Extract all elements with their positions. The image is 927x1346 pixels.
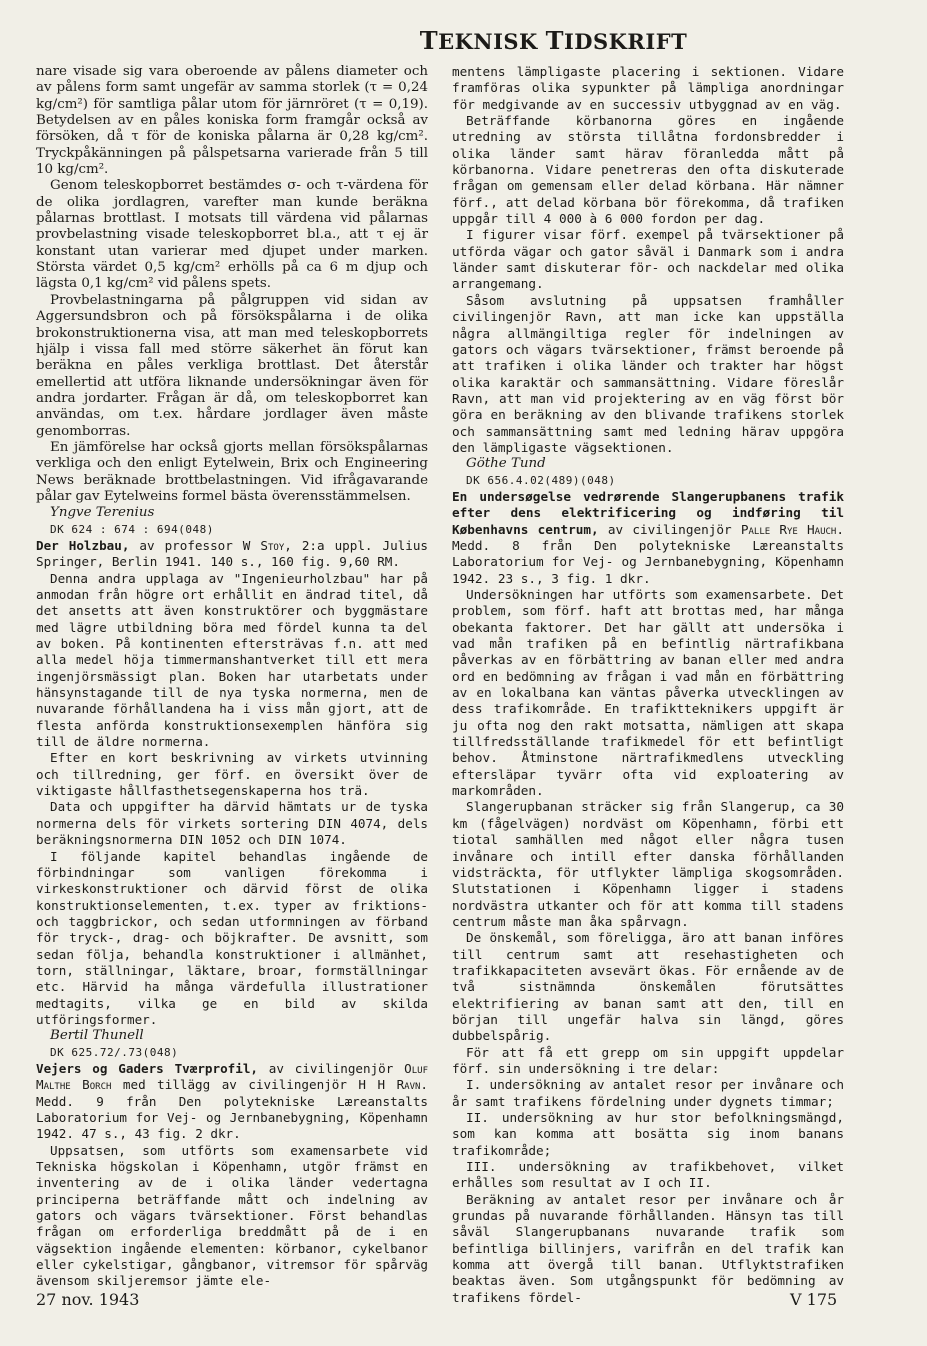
- paragraph: mentens lämpligaste placering i sektionen. Vidare framföras olika sypunkter på lämpliga anordningar för medgivande av en successiv utbyggnad av en väg.: [452, 64, 844, 112]
- book-reference: med tillägg av civilingenjör H H: [111, 1077, 397, 1093]
- book-reference: , 2:a uppl. Julius Springer, Berlin 1941. 140 s., 160 fig. 9,60 RM.: [36, 537, 428, 570]
- paragraph: Slangerupbanan sträcker sig från Slangerup, ca 30 km (fågelvägen) nordväst om Köpenhamn, förbi ett tiotal samhällen med något eller några tusen invånare och intill efter danska förhållanden vidsträckta, för utflykter lämpliga skogsområden. Slutstationen i Köpenhamn ligger i stadens nordvästra utkanter och för att komma till stadens centrum måste man åka spårvagn.: [452, 799, 844, 929]
- paragraph: Genom teleskopborret bestämdes σ- och τ-värdena för de olika jordlagren, varefter man kunde beräkna pålarnas brottlast. I motsats till värdena vid pålarnas provbelastning visade teleskopborret bl.a., att τ ej är konstant utan varierar med djupet under marken. Största värdet 0,5 kg/cm² erhölls på ca 6 m djup och lägsta 0,1 kg/cm² vid pålens spets.: [36, 178, 428, 292]
- list-item: I. undersökning av antalet resor per invånare och år samt trafikens fördelning under dygnets timmar;: [452, 1077, 844, 1109]
- paragraph: Provbelastningarna på pålgruppen vid sidan av Aggersundsbron och på försökspålarna i de olika brokonstruktionerna visa, att man med teleskopborrets hjälp i vissa fall med större säkerhet än förut kan beräkna en påles verkliga brottlast. Det återstår emellertid att utföra liknande undersökningar även för andra jordarter. Frågan är då, om teleskopborret kan användas, om t.ex. hårdare jordlager även måste genomborras.: [36, 292, 428, 439]
- paragraph: Beträffande körbanorna göres en ingående utredning av största tillåtna fordonsbredder i olika länder samt härav föranledda mått på körbanorna. Vidare penetreras den ofta diskuterade frågan om gemensam eller delad körbana. Här nämner förf., att delad körbana bör förekomma, då trafiken uppgår till 4 000 à 6 000 fordon per dag.: [452, 113, 844, 227]
- review-slangerup: [452, 489, 844, 1306]
- paragraph: För att få ett grepp om sin uppgift uppdelar förf. sin undersökning i tre delar:: [452, 1044, 844, 1076]
- paragraph: Efter en kort beskrivning av virkets utvinning och tillredning, ger förf. en översikt över de viktigaste hållfasthetsegenskaperna hos trä.: [36, 750, 428, 799]
- paragraph: I figurer visar förf. exempel på tvärsektioner på utförda vägar och gator såväl i Danmark som i andra länder samt diskuterar för- och nackdelar med olika arrangemang.: [452, 227, 844, 292]
- dk-classification: DK 625.72/.73(048): [50, 1045, 179, 1059]
- dk-classification: DK 656.4.02(489)(048): [466, 473, 616, 487]
- list-item: III. undersökning av trafikbehovet, vilket erhålles som resultat av I och II.: [452, 1159, 844, 1191]
- masthead-initial: T: [419, 26, 439, 55]
- book-title: Der Holzbau,: [36, 537, 130, 553]
- review-vejers: [36, 1061, 428, 1290]
- book-reference: . Medd. 9 från Den polytekniske Læreanstalts Laboratorium for Vej- og Jernbanebygning, Köpenhamn 1942. 47 s., 43 fig. 2 dkr.: [36, 1077, 428, 1142]
- paragraph: En jämförelse har också gjorts mellan försökspålarnas verkliga och den enligt Eytelwein, Brix och Engineering News beräknade brottbelastningen. Vid ifrågavarande pålar gav Eytelweins formel bästa överensstämmelsen.: [36, 439, 428, 504]
- reviewer-signature: Göthe Tund: [466, 456, 546, 472]
- book-reference: . Medd. 8 från Den polytekniske Læreanstalts Laboratorium for Vej- og Jernbanebygning, Köpenhamn 1942. 23 s., 3 fig. 1 dkr.: [452, 521, 844, 586]
- book-author: Oluf Malthe Borch: [36, 1060, 428, 1093]
- masthead: [0, 26, 927, 55]
- list-item: II. undersökning av hur stor befolkningsmängd, som kan komma att bosätta sig inom banans trafikområde;: [452, 1110, 844, 1158]
- issue-date: 27 nov. 1943: [36, 1290, 140, 1309]
- right-column: [452, 64, 844, 1306]
- book-reference: av civilingenjör: [598, 521, 741, 537]
- dk-classification: DK 624 : 674 : 694(048): [50, 522, 214, 536]
- reviewer-signature: Yngve Terenius: [50, 505, 155, 521]
- masthead-initial: T: [545, 26, 564, 55]
- paragraph: Beräkning av antalet resor per invånare och år grundas på nuvarande förhållanden. Hänsyn tas till såväl Slangerupbanans nuvarande trafik som befintliga billinjers, varifrån en del trafik kan komma att övergå till banan. Utflyktstrafiken beaktas även. Som utgångspunkt för bedömning av trafikens fördel-: [452, 1191, 844, 1305]
- review-holzbau: [36, 538, 428, 1028]
- book-title: Vejers og Gaders Tværprofil,: [36, 1060, 258, 1076]
- paragraph: nare visade sig vara oberoende av pålens diameter och av pålens form samt ungefär av samma storlek (τ = 0,24 kg/cm²) för samtliga pålar utom för järnröret (τ = 0,19). Betydelsen av en påles koniska form framgår också av försöken, då τ för de koniska pålarna är 0,28 kg/cm². Tryckpåkänningen på pålspetsarna varierade från 5 till 10 kg/cm².: [36, 64, 428, 178]
- book-title: En undersøgelse vedrørende Slangerupbanens trafik efter dens elektrificering og indføring til Københavns centrum,: [452, 488, 844, 537]
- paragraph: I följande kapitel behandlas ingående de förbindningar som vanligen förekomma i virkeskonstruktioner och därvid först de olika konstruktionselementen, t.ex. typer av friktions- och taggbrickor, och sedan utformningen av förband för tryck-, drag- och böjkrafter. De avsnitt, som sedan följa, behandla konstruktioner i allmänhet, torn, ställningar, läktare, broar, formställningar etc. Härvid ha många värdefulla illustrationer medtagits, vilka ge en bild av skilda utföringsformer.: [36, 848, 428, 1027]
- paragraph: Denna andra upplaga av "Ingenieurholzbau" har på anmodan från högre ort erhållit en ändrad titel, då det ansetts att även konstruktörer och byggmästare med lägre utbildning böra med fördel kunna ta del av boken. På kontinenten eftersträvas f.n. att med alla medel höja timmermanshantverket till ett mera ingenjörsmässigt plan. Boken har utarbetats under hänsynstagande till de nya tyska normerna, men de nuvarande förhållandena ha i viss mån gjort, att de flesta anförda konstruktionsexemplen hänföra sig till de äldre normerna.: [36, 570, 428, 750]
- left-column: [36, 64, 428, 1290]
- paragraph: Uppsatsen, som utförts som examensarbete vid Tekniska högskolan i Köpenhamn, utgör främst en inventering av de i olika länder vedertagna principerna beträffande mått och indelning av gators och vägars tvärsektioner. Först behandlas frågan om erforderliga breddmått på de i en vägsektion ingående elementen: körbanor, cykelbanor eller cykelstigar, gångbanor, vitremsor för spårväg ävensom skiljeremsor jämte ele-: [36, 1142, 428, 1289]
- masthead-word: IDSKRIFT: [563, 29, 688, 54]
- review-vejers-continued: [452, 64, 844, 456]
- paragraph: De önskemål, som föreligga, äro att banan införes till centrum samt att resehastigheten och trafikkapaciteten avsevärt ökas. För ernående av de två sistnämnda önskemålen förutsättes elektrifiering av banan samt att den, till en början till ungefär halva sin längd, göres dubbelspårig.: [452, 930, 844, 1044]
- paragraph: Data och uppgifter ha därvid hämtats ur de tyska normerna dels för virkets sortering DIN 4074, dels beräkningsnormerna DIN 1052 och DIN 1074.: [36, 799, 428, 848]
- book-author: Ravn: [396, 1077, 421, 1093]
- reviewer-signature: Bertil Thunell: [50, 1028, 144, 1044]
- paragraph: Såsom avslutning på uppsatsen framhåller civilingenjör Ravn, att man icke kan uppställa några allmängiltiga regler för indelningen av gators och vägars tvärsektioner, främst beroende på att trafiken i olika länder och trakter har högst olika karaktär och sammansättning. Vidare föreslår Ravn, att man vid projektering av en väg först bör göra en beräkning av den blivande trafikens storlek och sammansättning samt med ledning härav uppgöra den lämpligaste vägsektionen.: [452, 292, 844, 455]
- book-author: Palle Rye Hauch: [740, 521, 837, 537]
- book-reference: av civilingenjör: [257, 1060, 405, 1076]
- book-author: Stoy: [260, 537, 285, 553]
- paragraph: Undersökningen har utförts som examensarbete. Det problem, som förf. haft att brottas med, har många obekanta faktorer. Det har gällt att undersöka i vad mån trafiken på en befintlig närtrafikbana påverkas av en förbättring av banan eller med andra ord en bedömning av frågan i vad mån en förbättring av en lokalbana kan väntas påverka utvecklingen av dess trafikområde. En trafiktteknikers uppgift är ju ofta nog den rakt motsatta, nämligen att skapa tillfredsställande trafikmedel för ett befintligt behov. Åtminstone närtrafikmedlens utveckling eftersläpar tyvärr ofta vid exploatering av markområden.: [452, 587, 844, 799]
- masthead-word: EKNISK: [438, 29, 538, 54]
- book-reference: av professor W: [129, 537, 261, 553]
- page-number: V 175: [790, 1290, 838, 1309]
